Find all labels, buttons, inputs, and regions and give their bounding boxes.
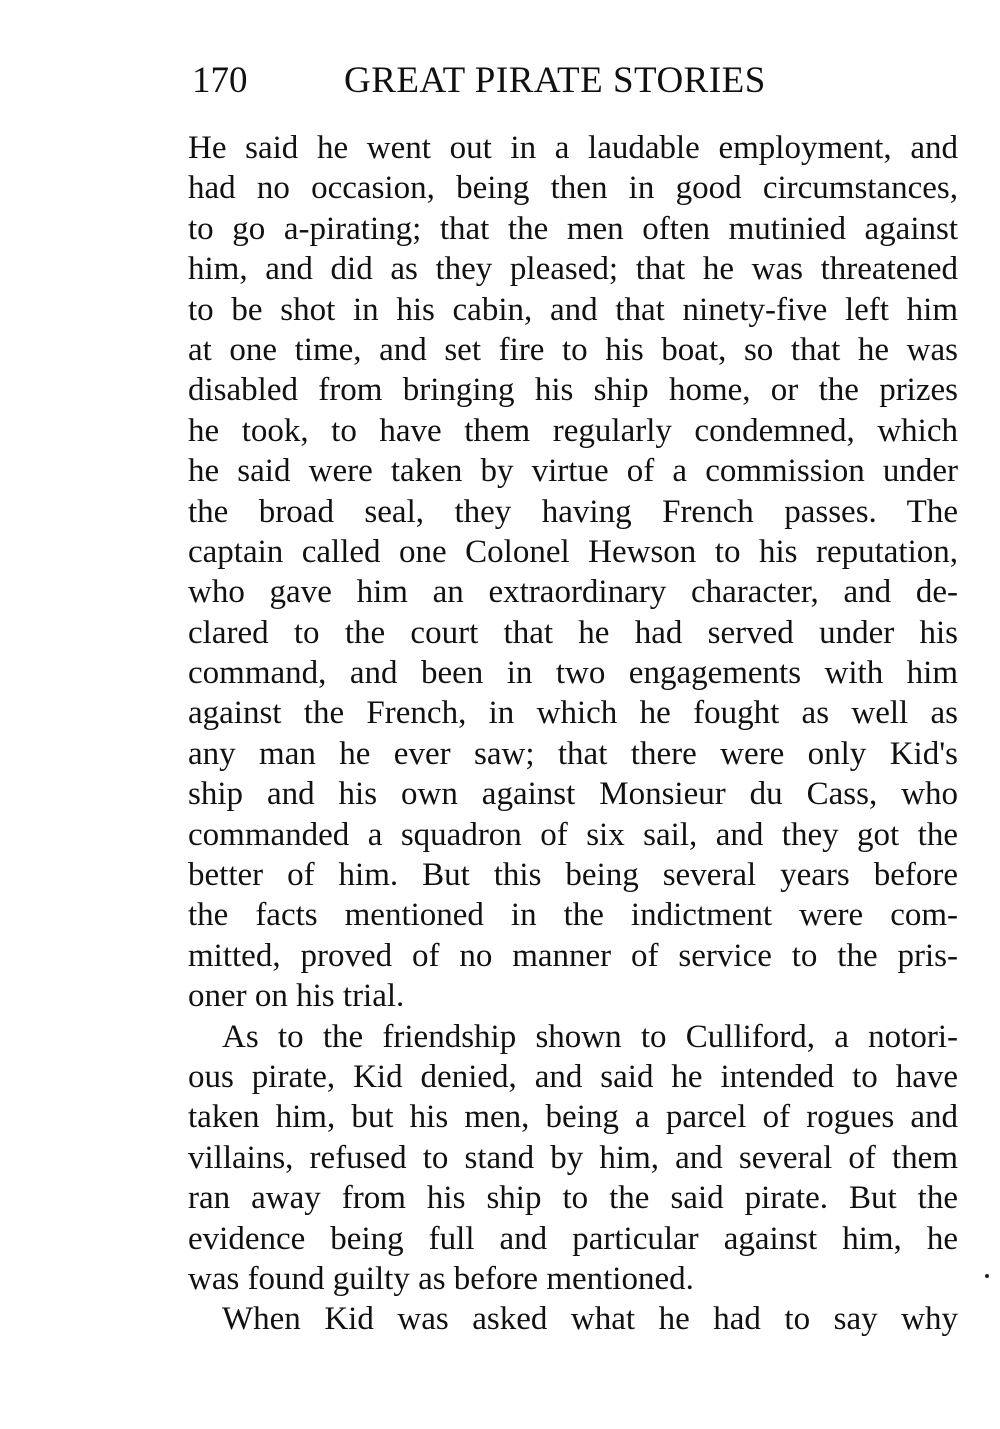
text-line: he said were taken by virtue of a commission under (188, 453, 958, 490)
text-line: He said he went out in a laudable employment, and (188, 130, 958, 166)
body-text (188, 128, 958, 1340)
text-line: had no occasion, being then in good circumstances, (188, 170, 958, 207)
text-line: to go a-pirating; that the men often mutinied against (188, 210, 958, 247)
text-line: the facts mentioned in the indictment were com- (188, 897, 958, 934)
text-line: As to the friendship shown to Culliford, a notori- (222, 1018, 958, 1055)
text-line: against the French, in which he fought as well as (188, 695, 958, 732)
ink-speck (985, 1274, 989, 1278)
running-head (192, 56, 832, 106)
text-line: any man he ever saw; that there were only Kid's (188, 735, 958, 772)
text-line: ous pirate, Kid denied, and said he intended to have (188, 1058, 958, 1095)
text-line: villains, refused to stand by him, and several of them (188, 1139, 958, 1176)
text-line: was found guilty as before mentioned. (188, 1260, 694, 1297)
text-line: captain called one Colonel Hewson to his reputation, (188, 533, 958, 570)
text-line: commanded a squadron of six sail, and they got the (188, 816, 958, 853)
text-line: he took, to have them regularly condemned, which (188, 412, 958, 449)
text-line: disabled from bringing his ship home, or the prizes (188, 372, 958, 409)
text-line: When Kid was asked what he had to say why (222, 1301, 958, 1338)
text-line: clared to the court that he had served under his (188, 614, 958, 651)
text-line: at one time, and set fire to his boat, so that he was (188, 331, 958, 368)
page-number: 170 (192, 60, 248, 101)
text-line: to be shot in his cabin, and that ninety-five left him (188, 291, 958, 328)
text-line: taken him, but his men, being a parcel of rogues and (188, 1099, 958, 1136)
text-line: evidence being full and particular against him, he (188, 1220, 958, 1257)
text-line: the broad seal, they having French passes. The (188, 493, 958, 530)
text-line: mitted, proved of no manner of service to the pris- (188, 937, 958, 974)
running-title: GREAT PIRATE STORIES (344, 60, 766, 101)
text-line: ran away from his ship to the said pirate. But the (188, 1180, 958, 1217)
text-line: command, and been in two engagements with him (188, 655, 958, 692)
text-line: ship and his own against Monsieur du Cass, who (188, 776, 958, 813)
text-line: him, and did as they pleased; that he was threatened (188, 251, 958, 288)
text-line: who gave him an extraordinary character, and de- (188, 574, 958, 611)
text-line: oner on his trial. (188, 978, 405, 1015)
text-line: better of him. But this being several years before (188, 857, 958, 894)
